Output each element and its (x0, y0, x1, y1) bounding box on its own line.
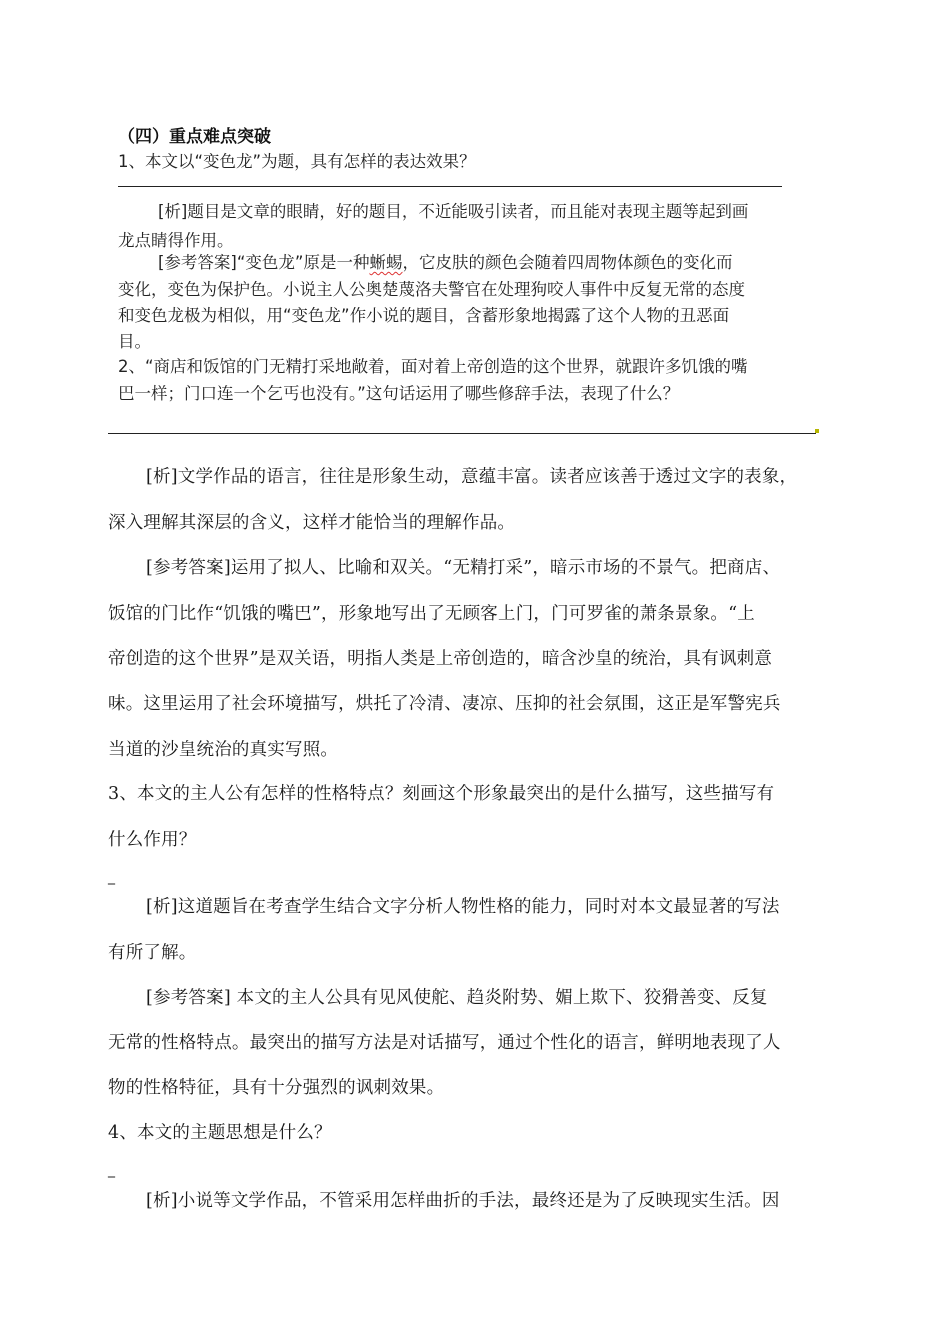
q4-analysis-line: [析]小说等文学作品，不管采用怎样曲折的手法，最终还是为了反映现实生活。因 (146, 1191, 780, 1211)
q3-answer-line: 物的性格特征，具有十分强烈的讽刺效果。 (108, 1078, 445, 1098)
q3-answer-line: 无常的性格特点。最突出的描写方法是对话描写，通过个性化的语言，鲜明地表现了人 (108, 1033, 781, 1053)
q1-analysis-line: [析]题目是文章的眼睛，好的题目，不近能吸引读者，而且能对表现主题等起到画 (158, 202, 749, 221)
answer-line (118, 186, 782, 187)
question-4: 4、本文的主题思想是什么？ (108, 1123, 332, 1143)
q3-analysis-line: 有所了解。 (108, 943, 197, 963)
marker-dot (815, 429, 819, 433)
q2-analysis-line: [析]文学作品的语言，往往是形象生动，意蕴丰富。读者应该善于透过文字的表象， (146, 467, 798, 487)
q2-answer-line: 饭馆的门比作“饥饿的嘴巴”，形象地写出了无顾客上门，门可罗雀的萧条景象。“上 (108, 604, 755, 624)
blank-mark: _ (108, 869, 115, 885)
question-1: 1、本文以“变色龙”为题，具有怎样的表达效果？ (118, 152, 476, 171)
q1-answer-line: 和变色龙极为相似，用“变色龙”作小说的题目，含蓄形象地揭露了这个人物的丑恶面 (118, 306, 730, 325)
q1-answer-line (158, 249, 732, 273)
question-3: 3、本文的主人公有怎样的性格特点？刻画这个形象最突出的是什么描写，这些描写有 (108, 784, 775, 804)
blank-mark: _ (108, 1162, 115, 1178)
spellcheck-word: 蜥蜴 (369, 253, 403, 272)
q2-analysis-line: 深入理解其深层的含义，这样才能恰当的理解作品。 (108, 513, 516, 533)
question-2: 2、“商店和饭馆的门无精打采地敞着，面对着上帝创造的这个世界，就跟许多饥饿的嘴 (118, 357, 748, 376)
q1-analysis-line: 龙点睛得作用。 (118, 231, 234, 250)
q1-answer-text: [参考答案]“变色龙”原是一种 (158, 253, 370, 272)
q2-answer-line: 帝创造的这个世界”是双关语，明指人类是上帝创造的，暗含沙皇的统治，具有讽刺意 (108, 649, 773, 669)
section-heading: （四）重点难点突破 (118, 127, 271, 147)
q2-answer-line: 当道的沙皇统治的真实写照。 (108, 740, 339, 760)
question-2: 巴一样；门口连一个乞丐也没有。”这句话运用了哪些修辞手法，表现了什么？ (118, 384, 680, 403)
q2-answer-line: 味。这里运用了社会环境描写，烘托了冷清、凄凉、压抑的社会氛围，这正是军警宪兵 (108, 694, 781, 714)
q1-answer-line: 变化，变色为保护色。小说主人公奥楚蔑洛夫警官在处理狗咬人事件中反复无常的态度 (118, 280, 745, 299)
answer-line (108, 433, 816, 434)
q3-analysis-line: [析]这道题旨在考查学生结合文字分析人物性格的能力，同时对本文最显著的写法 (146, 897, 780, 917)
q3-answer-line: [参考答案] 本文的主人公具有见风使舵、趋炎附势、媚上欺下、狡猾善变、反复 (146, 988, 768, 1008)
q1-answer-text: ，它皮肤的颜色会随着四周物体颜色的变化而 (402, 253, 733, 272)
q1-answer-line: 目。 (118, 332, 151, 351)
q2-answer-line: [参考答案]运用了拟人、比喻和双关。“无精打采”，暗示市场的不景气。把商店、 (146, 558, 781, 578)
question-3: 什么作用？ (108, 830, 197, 850)
